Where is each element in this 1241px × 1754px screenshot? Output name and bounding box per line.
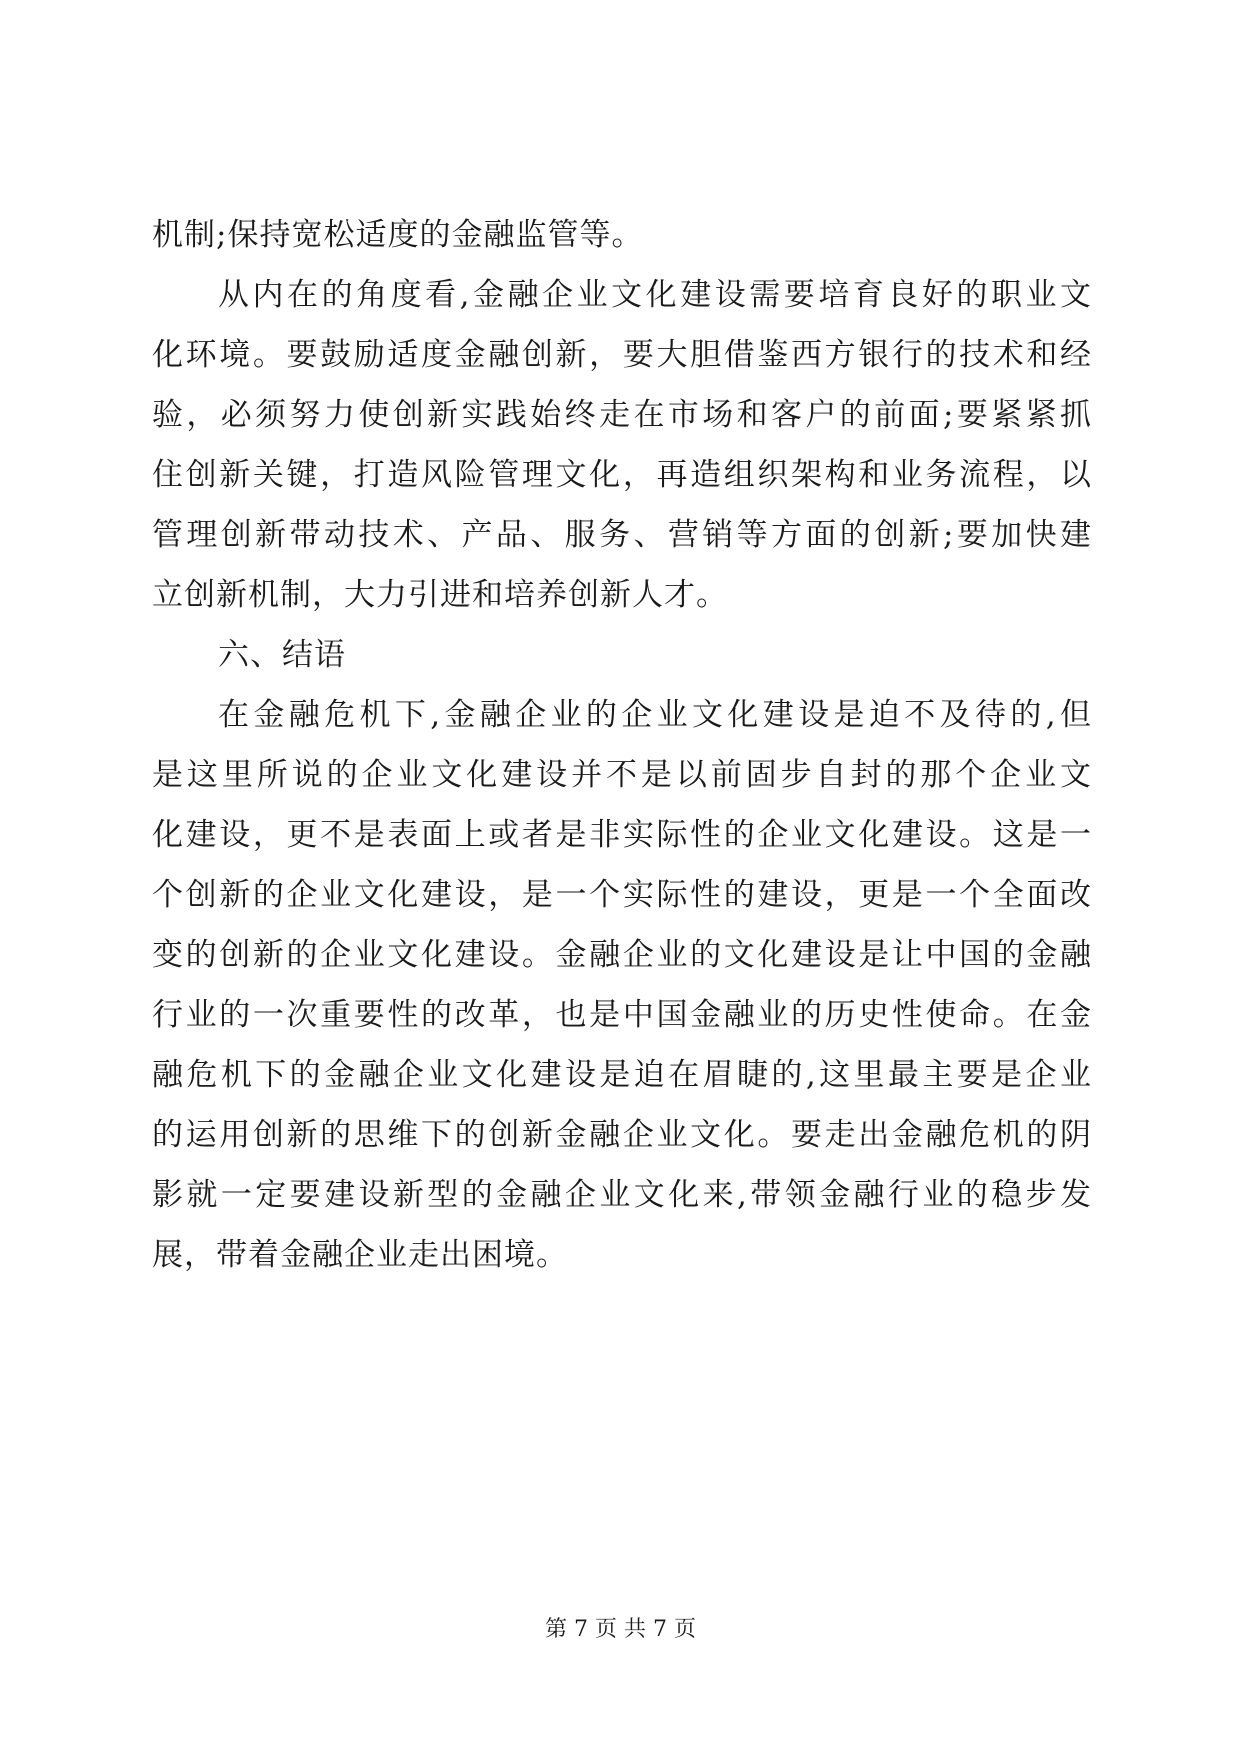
text-line: 个创新的企业文化建设，是一个实际性的建设，更是一个全面改 [152,877,1092,913]
document-body [152,205,1092,1285]
text-line: 机制;保持宽松适度的金融监管等。 [152,217,644,253]
text-line: 展，带着金融企业走出困境。 [152,1237,568,1273]
text-line: 立创新机制，大力引进和培养创新人才。 [152,577,728,613]
text-line: 在金融危机下,金融企业的企业文化建设是迫不及待的,但 [218,697,1092,733]
text-line: 是这里所说的企业文化建设并不是以前固步自封的那个企业文 [152,757,1092,793]
paragraph-internal-perspective [152,265,1092,625]
text-line: 化环境。要鼓励适度金融创新，要大胆借鉴西方银行的技术和经 [152,337,1092,373]
text-line: 行业的一次重要性的改革，也是中国金融业的历史性使命。在金 [152,997,1092,1033]
text-line: 的运用创新的思维下的创新金融企业文化。要走出金融危机的阴 [152,1117,1092,1153]
text-line: 住创新关键，打造风险管理文化，再造组织架构和业务流程，以 [152,457,1092,493]
page-number-label: 第 7 页 共 7 页 [545,1617,696,1642]
text-line: 验，必须努力使创新实践始终走在市场和客户的前面;要紧紧抓 [152,397,1092,433]
text-line: 管理创新带动技术、产品、服务、营销等方面的创新;要加快建 [152,517,1092,553]
text-line: 从内在的角度看,金融企业文化建设需要培育良好的职业文 [218,277,1092,313]
paragraph-continuation [152,205,1092,265]
section-heading-conclusion [152,625,1092,685]
text-line: 变的创新的企业文化建设。金融企业的文化建设是让中国的金融 [152,937,1092,973]
section-heading: 六、结语 [218,637,346,673]
text-line: 影就一定要建设新型的金融企业文化来,带领金融行业的稳步发 [152,1177,1092,1213]
text-line: 融危机下的金融企业文化建设是迫在眉睫的,这里最主要是企业 [152,1057,1092,1093]
paragraph-conclusion [152,685,1092,1285]
text-line: 化建设，更不是表面上或者是非实际性的企业文化建设。这是一 [152,817,1092,853]
page-footer [0,1612,1241,1643]
